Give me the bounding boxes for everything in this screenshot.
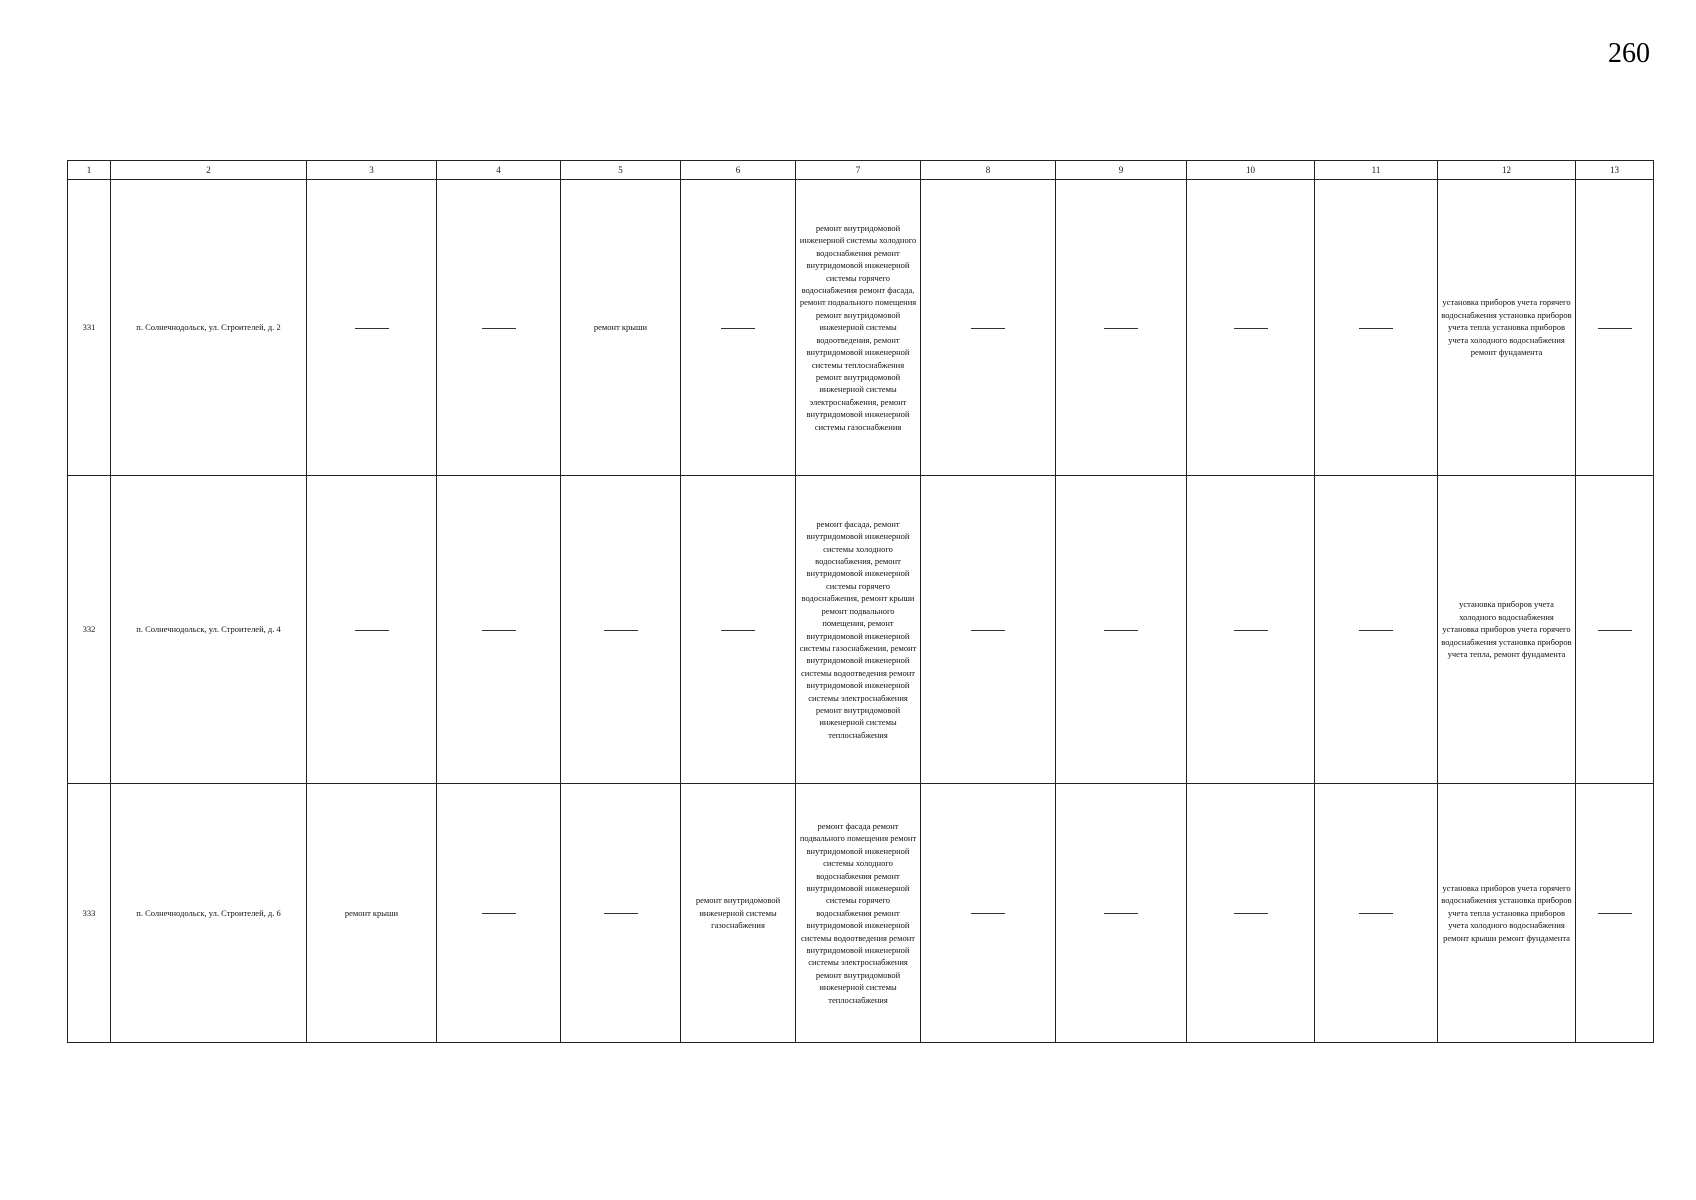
empty-dash-cell bbox=[921, 784, 1056, 1043]
empty-dash-cell bbox=[561, 784, 681, 1043]
column-header: 4 bbox=[437, 161, 561, 180]
work-cell: ремонт фасада, ремонт внутридомовой инженерной системы холодного водоснабжения, ремонт внутридомовой инженерной системы горячего водоснабжения, ремонт крыши ремонт подвального помещения, ремонт внутридомовой инженерной системы газоснабжения, ремонт внутридомовой инженерной системы водоотведения ремонт внутридомовой инженерной системы электроснабжения ремонт внутридомовой инженерной системы теплоснабжения bbox=[796, 476, 921, 784]
table-row bbox=[68, 784, 1654, 1043]
address-cell: п. Солнечнодольск, ул. Строителей, д. 2 bbox=[111, 180, 307, 476]
column-header: 1 bbox=[68, 161, 111, 180]
column-header: 8 bbox=[921, 161, 1056, 180]
row-number: 333 bbox=[68, 784, 111, 1043]
work-cell: ремонт крыши bbox=[307, 784, 437, 1043]
column-number-row bbox=[68, 161, 1654, 180]
work-cell: установка приборов учета горячего водоснабжения установка приборов учета тепла установка приборов учета холодного водоснабжения ремонт крыши ремонт фундамента bbox=[1438, 784, 1576, 1043]
column-header: 13 bbox=[1576, 161, 1654, 180]
column-header: 10 bbox=[1187, 161, 1315, 180]
table-row bbox=[68, 476, 1654, 784]
empty-dash-cell bbox=[1187, 180, 1315, 476]
empty-dash-cell bbox=[1576, 784, 1654, 1043]
empty-dash-cell bbox=[437, 784, 561, 1043]
empty-dash-cell bbox=[1315, 476, 1438, 784]
empty-dash-cell bbox=[561, 476, 681, 784]
empty-dash-cell bbox=[921, 476, 1056, 784]
address-cell: п. Солнечнодольск, ул. Строителей, д. 4 bbox=[111, 476, 307, 784]
empty-dash-cell bbox=[1576, 476, 1654, 784]
row-number: 331 bbox=[68, 180, 111, 476]
empty-dash-cell bbox=[437, 476, 561, 784]
empty-dash-cell bbox=[1056, 784, 1187, 1043]
empty-dash-cell bbox=[681, 180, 796, 476]
work-cell: ремонт внутридомовой инженерной системы газоснабжения bbox=[681, 784, 796, 1043]
work-cell: ремонт внутридомовой инженерной системы холодного водоснабжения ремонт внутридомовой инженерной системы горячего водоснабжения ремонт фасада, ремонт подвального помещения ремонт внутридомовой инженерной системы водоотведения, ремонт внутридомовой инженерной системы теплоснабжения ремонт внутридомовой инженерной системы электроснабжения, ремонт внутридомовой инженерной системы газоснабжения bbox=[796, 180, 921, 476]
empty-dash-cell bbox=[1187, 784, 1315, 1043]
empty-dash-cell bbox=[437, 180, 561, 476]
empty-dash-cell bbox=[1315, 180, 1438, 476]
empty-dash-cell bbox=[681, 476, 796, 784]
repair-schedule-table bbox=[67, 160, 1654, 1043]
empty-dash-cell bbox=[1315, 784, 1438, 1043]
column-header: 2 bbox=[111, 161, 307, 180]
column-header: 3 bbox=[307, 161, 437, 180]
empty-dash-cell bbox=[307, 476, 437, 784]
column-header: 9 bbox=[1056, 161, 1187, 180]
page-number: 260 bbox=[1608, 38, 1650, 69]
column-header: 12 bbox=[1438, 161, 1576, 180]
column-header: 5 bbox=[561, 161, 681, 180]
work-cell: ремонт фасада ремонт подвального помещения ремонт внутридомовой инженерной системы холодного водоснабжения ремонт внутридомовой инженерной системы горячего водоснабжения ремонт внутридомовой инженерной системы водоотведения ремонт внутридомовой инженерной системы электроснабжения ремонт внутридомовой инженерной системы теплоснабжения bbox=[796, 784, 921, 1043]
column-header: 7 bbox=[796, 161, 921, 180]
empty-dash-cell bbox=[1056, 476, 1187, 784]
column-header: 6 bbox=[681, 161, 796, 180]
work-cell: ремонт крыши bbox=[561, 180, 681, 476]
row-number: 332 bbox=[68, 476, 111, 784]
work-cell: установка приборов учета холодного водоснабжения установка приборов учета горячего водоснабжения установка приборов учета тепла, ремонт фундамента bbox=[1438, 476, 1576, 784]
column-header: 11 bbox=[1315, 161, 1438, 180]
empty-dash-cell bbox=[921, 180, 1056, 476]
work-cell: установка приборов учета горячего водоснабжения установка приборов учета тепла установка приборов учета холодного водоснабжения ремонт фундамента bbox=[1438, 180, 1576, 476]
empty-dash-cell bbox=[1187, 476, 1315, 784]
table-row bbox=[68, 180, 1654, 476]
empty-dash-cell bbox=[1056, 180, 1187, 476]
empty-dash-cell bbox=[307, 180, 437, 476]
address-cell: п. Солнечнодольск, ул. Строителей, д. 6 bbox=[111, 784, 307, 1043]
empty-dash-cell bbox=[1576, 180, 1654, 476]
